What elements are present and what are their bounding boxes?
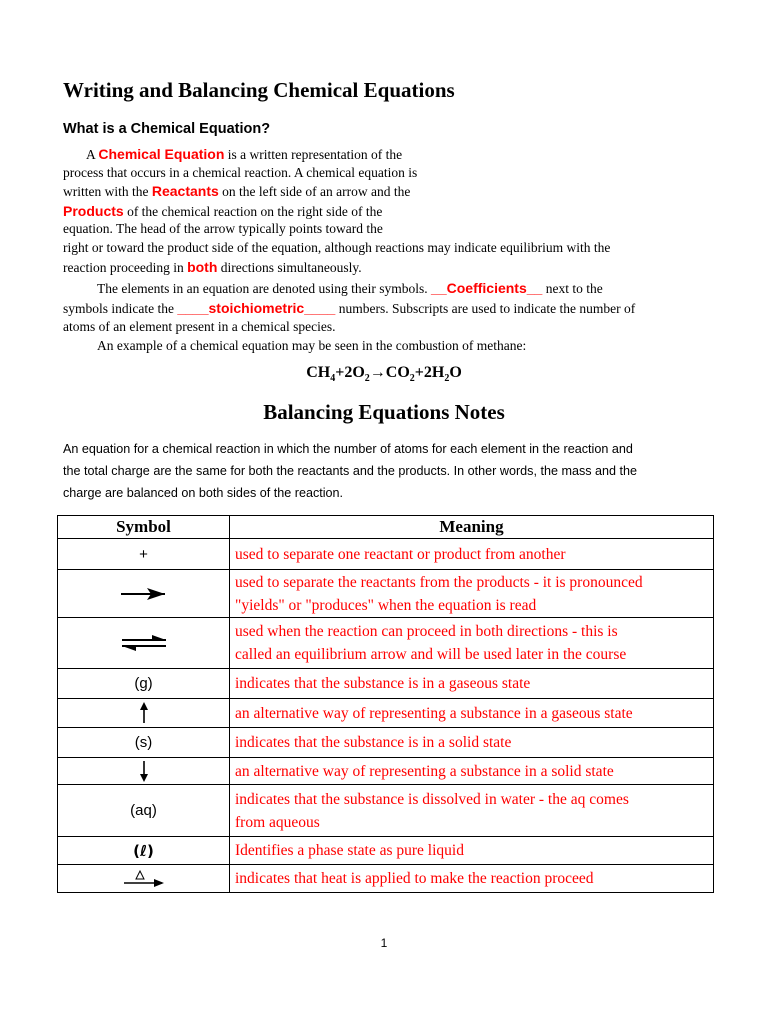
page-number: 1 [380,936,388,950]
table-row [58,618,714,669]
meaning-cell [230,669,714,699]
term-products: Products [63,203,124,219]
symbol-cell [58,699,230,728]
symbol-cell: (g) [58,669,230,699]
meaning-cell [230,785,714,837]
down-arrow-icon [138,760,150,782]
meaning-line: indicates that the substance is in a gaseous state [235,675,531,692]
symbol-cell [58,618,230,669]
eq-part: +2O [335,364,365,381]
eq-part: →CO [369,364,410,381]
text: next to the [542,281,603,296]
meaning-line: used when the reaction can proceed in both directions - this is [235,623,618,640]
text: numbers. Subscripts are used to indicate the number of [335,301,636,316]
notes-paragraph-line-1: An equation for a chemical reaction in which the number of atoms for each element in the reaction and [63,442,633,456]
intro-line-2: process that occurs in a chemical reaction. A chemical equation is [63,165,418,180]
text: reaction proceeding in [63,260,188,275]
symbol-cell: (aq) [58,785,230,837]
meaning-line: Identifies a phase state as pure liquid [235,842,464,859]
table-header-row [58,516,714,539]
table-row [58,837,714,865]
text: written with the [63,184,152,199]
methane-combustion-equation [0,364,768,384]
symbol-cell: + [58,539,230,570]
meaning-line: an alternative way of representing a substance in a gaseous state [235,704,633,722]
symbol-cell [58,758,230,785]
table-row [58,699,714,728]
meaning-cell [230,758,714,785]
text: on the left side of an arrow and the [218,184,411,199]
eq-part: CH [306,364,331,381]
symbol-table [57,515,714,893]
meaning-cell [230,539,714,570]
meaning-cell [230,865,714,893]
notes-title: Balancing Equations Notes [263,400,505,424]
table-row [58,728,714,758]
heat-arrow-icon [122,869,166,889]
eq-subscript: 2 [409,373,415,385]
intro-line-7 [63,257,362,278]
section-heading: What is a Chemical Equation? [63,121,271,137]
meaning-line: an alternative way of representing a substance in a solid state [235,762,614,780]
intro-line-1 [86,144,402,165]
meaning-line: called an equilibrium arrow and will be used later in the course [235,646,627,663]
symbol-cell: (s) [58,728,230,758]
intro-line-3 [63,181,410,202]
table-row [58,669,714,699]
meaning-cell [230,837,714,865]
up-arrow-icon [138,702,150,724]
intro-line-5: equation. The head of the arrow typically points toward the [63,221,383,236]
intro-line-9 [63,298,635,319]
eq-part: +2H [414,364,445,381]
table-row [58,539,714,570]
intro-line-11: An example of a chemical equation may be seen in the combustion of methane: [97,338,527,353]
symbol-header: Symbol [58,516,230,539]
term-reactants: Reactants [151,183,219,199]
notes-paragraph-line-2: the total charge are the same for both the reactants and the products. In other words, the mass and the [63,464,638,478]
intro-line-6: right or toward the product side of the equation, although reactions may indicate equilibrium with the [63,240,611,255]
meaning-line: "yields" or "produces" when the equation is read [235,596,537,614]
text: of the chemical reaction on the right side of the [123,204,383,219]
table-row [58,785,714,837]
text: symbols indicate the [63,301,178,316]
intro-line-10: atoms of an element present in a chemical species. [63,319,336,334]
term-both: both [187,259,218,275]
table-row [58,865,714,893]
table-row [58,758,714,785]
meaning-cell [230,728,714,758]
symbol-cell [58,865,230,893]
meaning-line: indicates that heat is applied to make the reaction proceed [235,870,594,887]
page-title: Writing and Balancing Chemical Equations [63,78,455,102]
eq-subscript: 2 [364,373,370,385]
meaning-cell [230,570,714,618]
table-row [58,570,714,618]
eq-part: O [449,364,462,381]
meaning-line: indicates that the substance is dissolved in water - the aq comes [235,790,629,808]
meaning-line: used to separate one reactant or product from another [235,545,566,563]
equilibrium-arrow-icon [118,634,170,652]
text: The elements in an equation are denoted using their symbols. [97,281,432,296]
meaning-line: used to separate the reactants from the products - it is pronounced [235,573,643,591]
text: is a written representation of the [224,147,403,162]
notes-paragraph-line-3: charge are balanced on both sides of the reaction. [63,486,344,500]
meaning-line: from aqueous [235,813,320,831]
eq-subscript: 2 [444,373,450,385]
text: A [86,147,99,162]
meaning-line: indicates that the substance is in a solid state [235,734,512,751]
yields-arrow-icon [119,587,169,601]
meaning-header: Meaning [230,516,714,539]
meaning-cell [230,699,714,728]
term-stoichiometric: ____stoichiometric____ [177,300,336,316]
intro-line-8 [97,278,603,299]
text: directions simultaneously. [217,260,362,275]
meaning-cell [230,618,714,669]
term-coefficients: __Coefficients__ [431,280,543,296]
term-chemical-equation: Chemical Equation [98,146,225,162]
symbol-cell: (ℓ) [58,837,230,865]
eq-subscript: 4 [330,373,336,385]
symbol-cell [58,570,230,618]
